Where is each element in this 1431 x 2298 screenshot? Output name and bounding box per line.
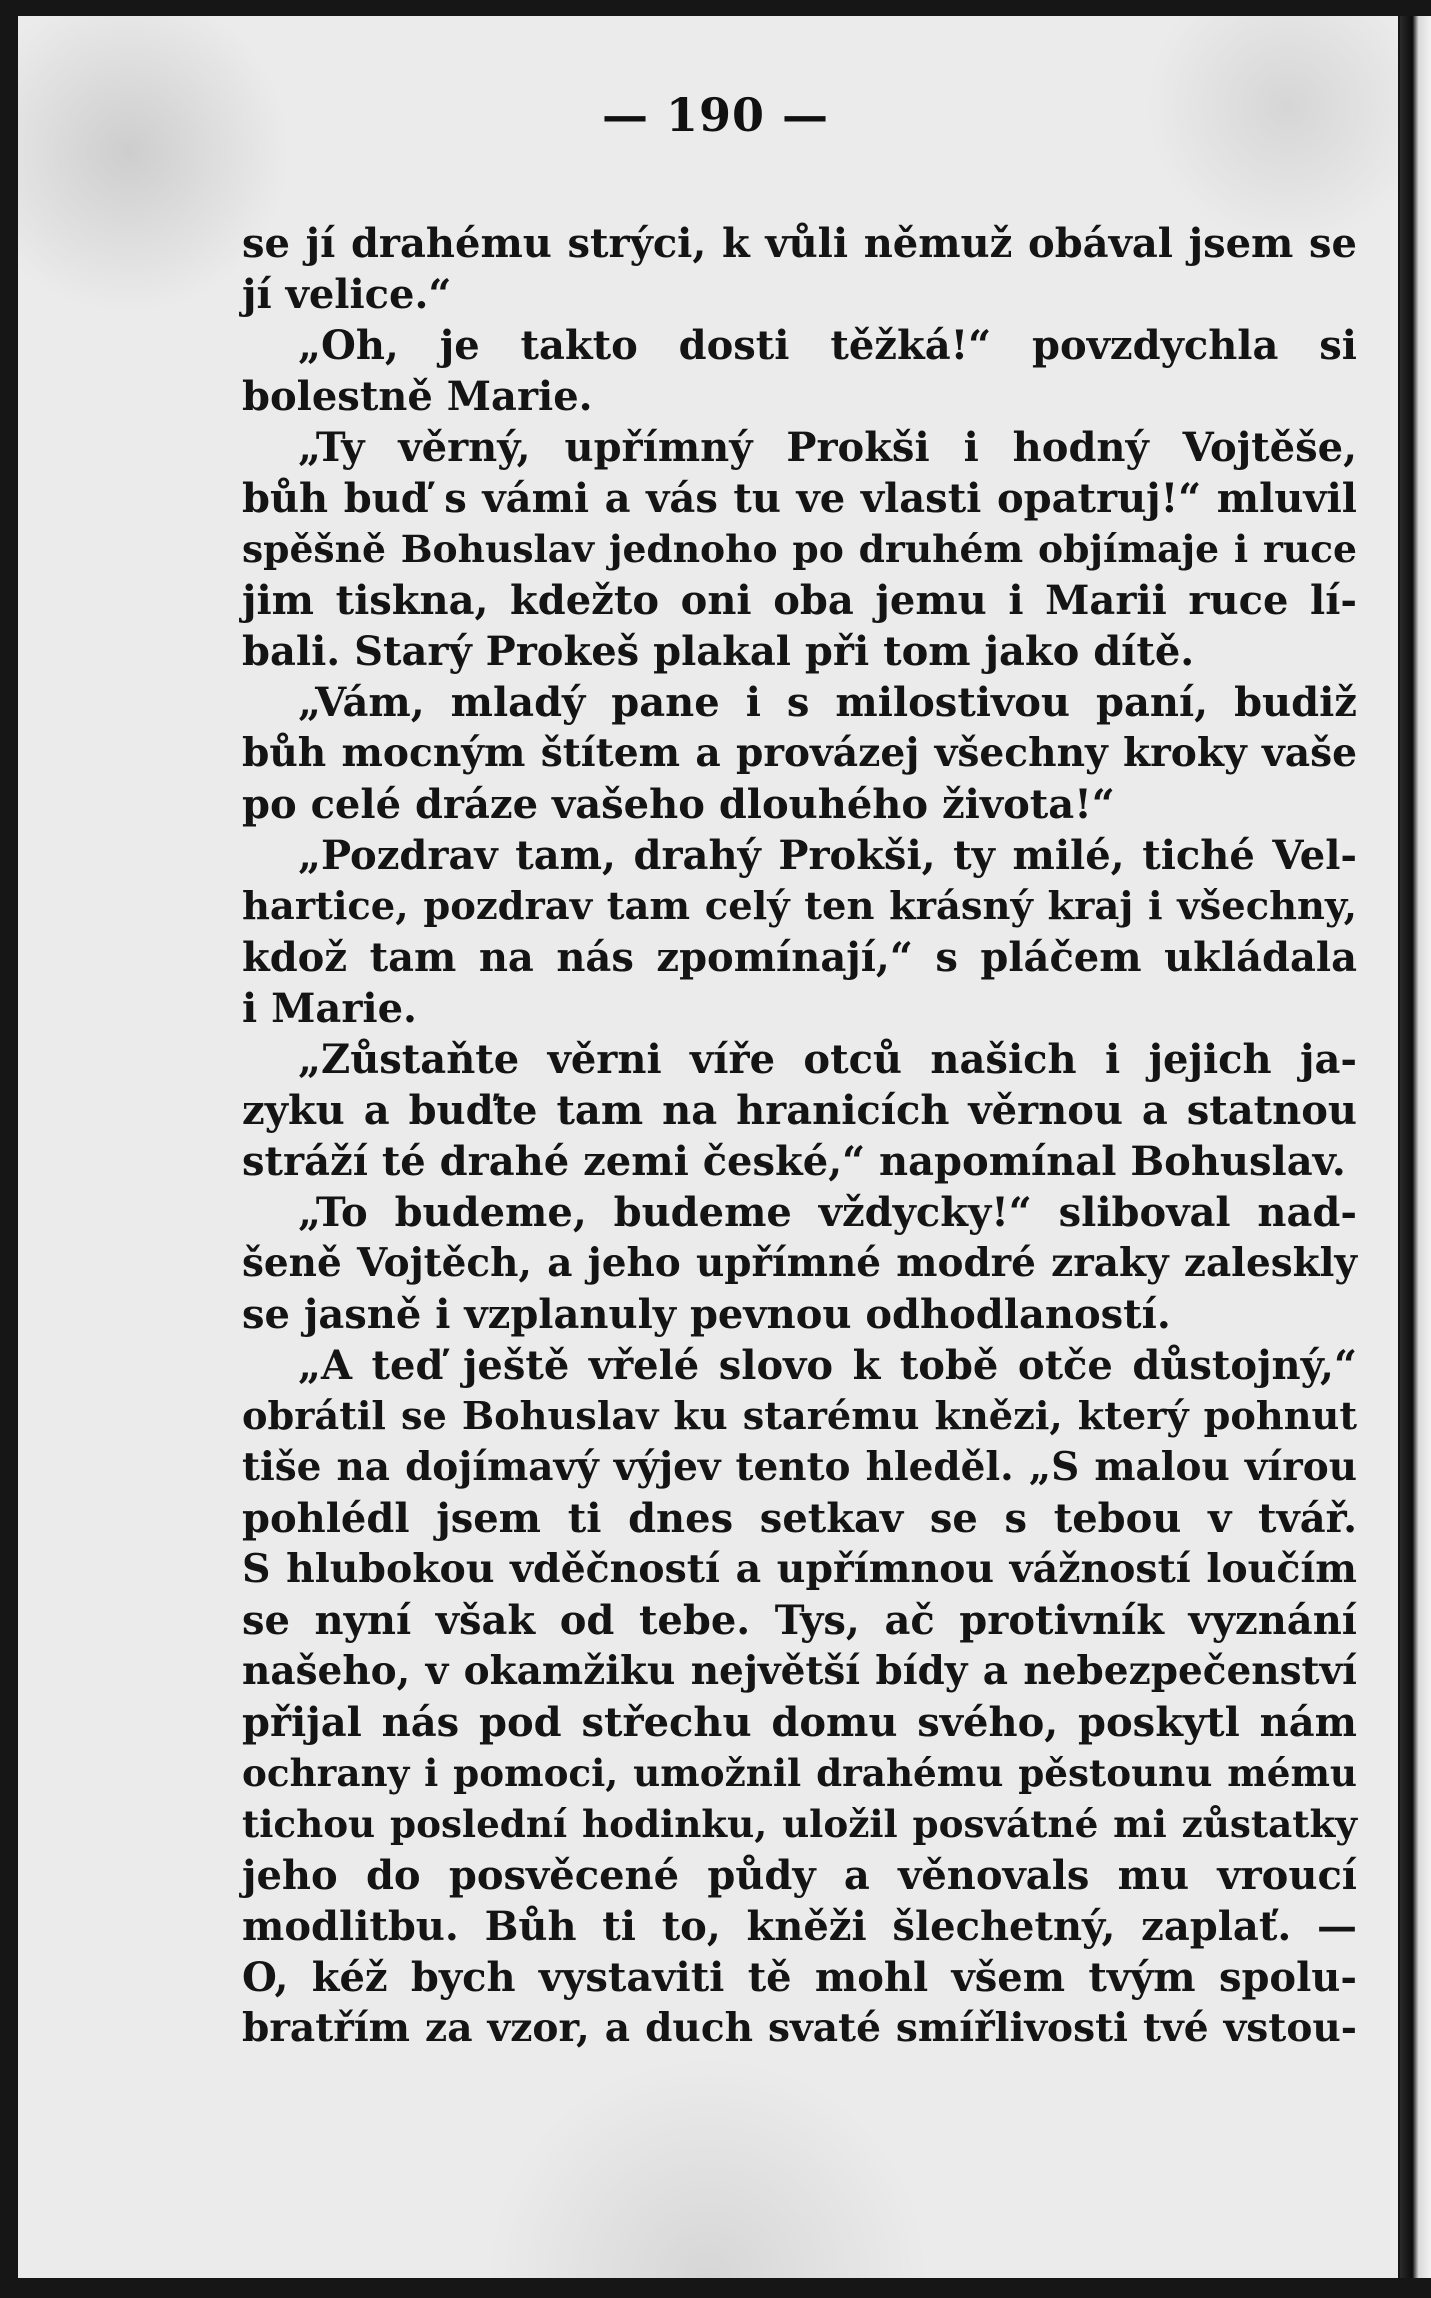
- text-line: i Marie.: [242, 985, 417, 1032]
- text-line: bratřím za vzor, a duch svaté smířlivosti tvé vstou-: [242, 2005, 1357, 2051]
- page-number: — 190 —: [601, 88, 830, 142]
- text-line: jeho do posvěcené půdy a věnovals mu vroucí: [242, 1852, 1357, 1899]
- text-line: „Zůstaňte věrni víře otců našich i jejich ja-: [298, 1036, 1357, 1083]
- text-line: se nyní však od tebe. Tys, ač protivník vyznání: [242, 1597, 1357, 1644]
- text-line: „Pozdrav tam, drahý Prokši, ty milé, tiché Vel-: [298, 832, 1357, 879]
- text-line: se jasně i vzplanuly pevnou odhodlaností.: [242, 1291, 1171, 1338]
- text-line: šeně Vojtěch, a jeho upřímné modré zraky zaleskly: [242, 1240, 1357, 1286]
- text-line: spěšně Bohuslav jednoho po druhém objímaje i ruce: [242, 527, 1357, 571]
- text-line: stráží té drahé zemi české,“ napomínal Bohuslav.: [242, 1138, 1346, 1185]
- text-line: bůh buď s vámi a vás tu ve vlasti opatruj!“ mluvil: [242, 475, 1357, 522]
- text-line: tichou poslední hodinku, uložil posvátné mi zůstatky: [242, 1802, 1357, 1846]
- text-line: hartice, pozdrav tam celý ten krásný kraj i všechny,: [242, 884, 1357, 929]
- text-line: S hlubokou vděčností a upřímnou vážností loučím: [242, 1546, 1357, 1592]
- text-line: „To budeme, budeme vždycky!“ sliboval nad-: [298, 1189, 1357, 1236]
- text-line: bolestně Marie.: [242, 373, 593, 420]
- text-line: tiše na dojímavý výjev tento hleděl. „S malou vírou: [242, 1444, 1357, 1490]
- text-line: jí velice.“: [242, 271, 452, 318]
- text-line: přijal nás pod střechu domu svého, poskytl nám: [242, 1699, 1357, 1746]
- text-line: „A teď ještě vřelé slovo k tobě otče důstojný,“: [298, 1342, 1357, 1389]
- text-line: pohlédl jsem ti dnes setkav se s tebou v tvář.: [242, 1495, 1357, 1542]
- text-line: bali. Starý Prokeš plakal při tom jako dítě.: [242, 628, 1195, 675]
- text-line: jim tiskna, kdežto oni oba jemu i Marii ruce lí-: [242, 577, 1357, 624]
- text-line: po celé dráze vašeho dlouhého života!“: [242, 781, 1115, 828]
- text-line: „Oh, je takto dosti těžká!“ povzdychla si: [298, 322, 1357, 369]
- text-line: zyku a buďte tam na hranicích věrnou a statnou: [242, 1087, 1357, 1134]
- text-line: kdož tam na nás zpomínají,“ s pláčem ukládala: [242, 934, 1357, 981]
- text-line: obrátil se Bohuslav ku starému knězi, který pohnut: [242, 1394, 1357, 1439]
- text-line: ochrany i pomoci, umožnil drahému pěstounu mému: [242, 1751, 1357, 1795]
- body-text: [242, 218, 1357, 2054]
- text-line: „Vám, mladý pane i s milostivou paní, budiž: [298, 679, 1357, 726]
- text-line: se jí drahému strýci, k vůli němuž obával jsem se: [242, 220, 1357, 267]
- text-line: našeho, v okamžiku největší bídy a nebezpečenství: [242, 1648, 1357, 1694]
- text-line: „Ty věrný, upřímný Prokši i hodný Vojtěše,: [298, 424, 1357, 471]
- page-edge: [1400, 16, 1431, 2278]
- text-line: O, kéž bych vystaviti tě mohl všem tvým spolu-: [242, 1954, 1357, 2001]
- text-line: bůh mocným štítem a provázej všechny kroky vaše: [242, 730, 1357, 776]
- text-line: modlitbu. Bůh ti to, kněži šlechetný, zaplať. —: [242, 1903, 1357, 1950]
